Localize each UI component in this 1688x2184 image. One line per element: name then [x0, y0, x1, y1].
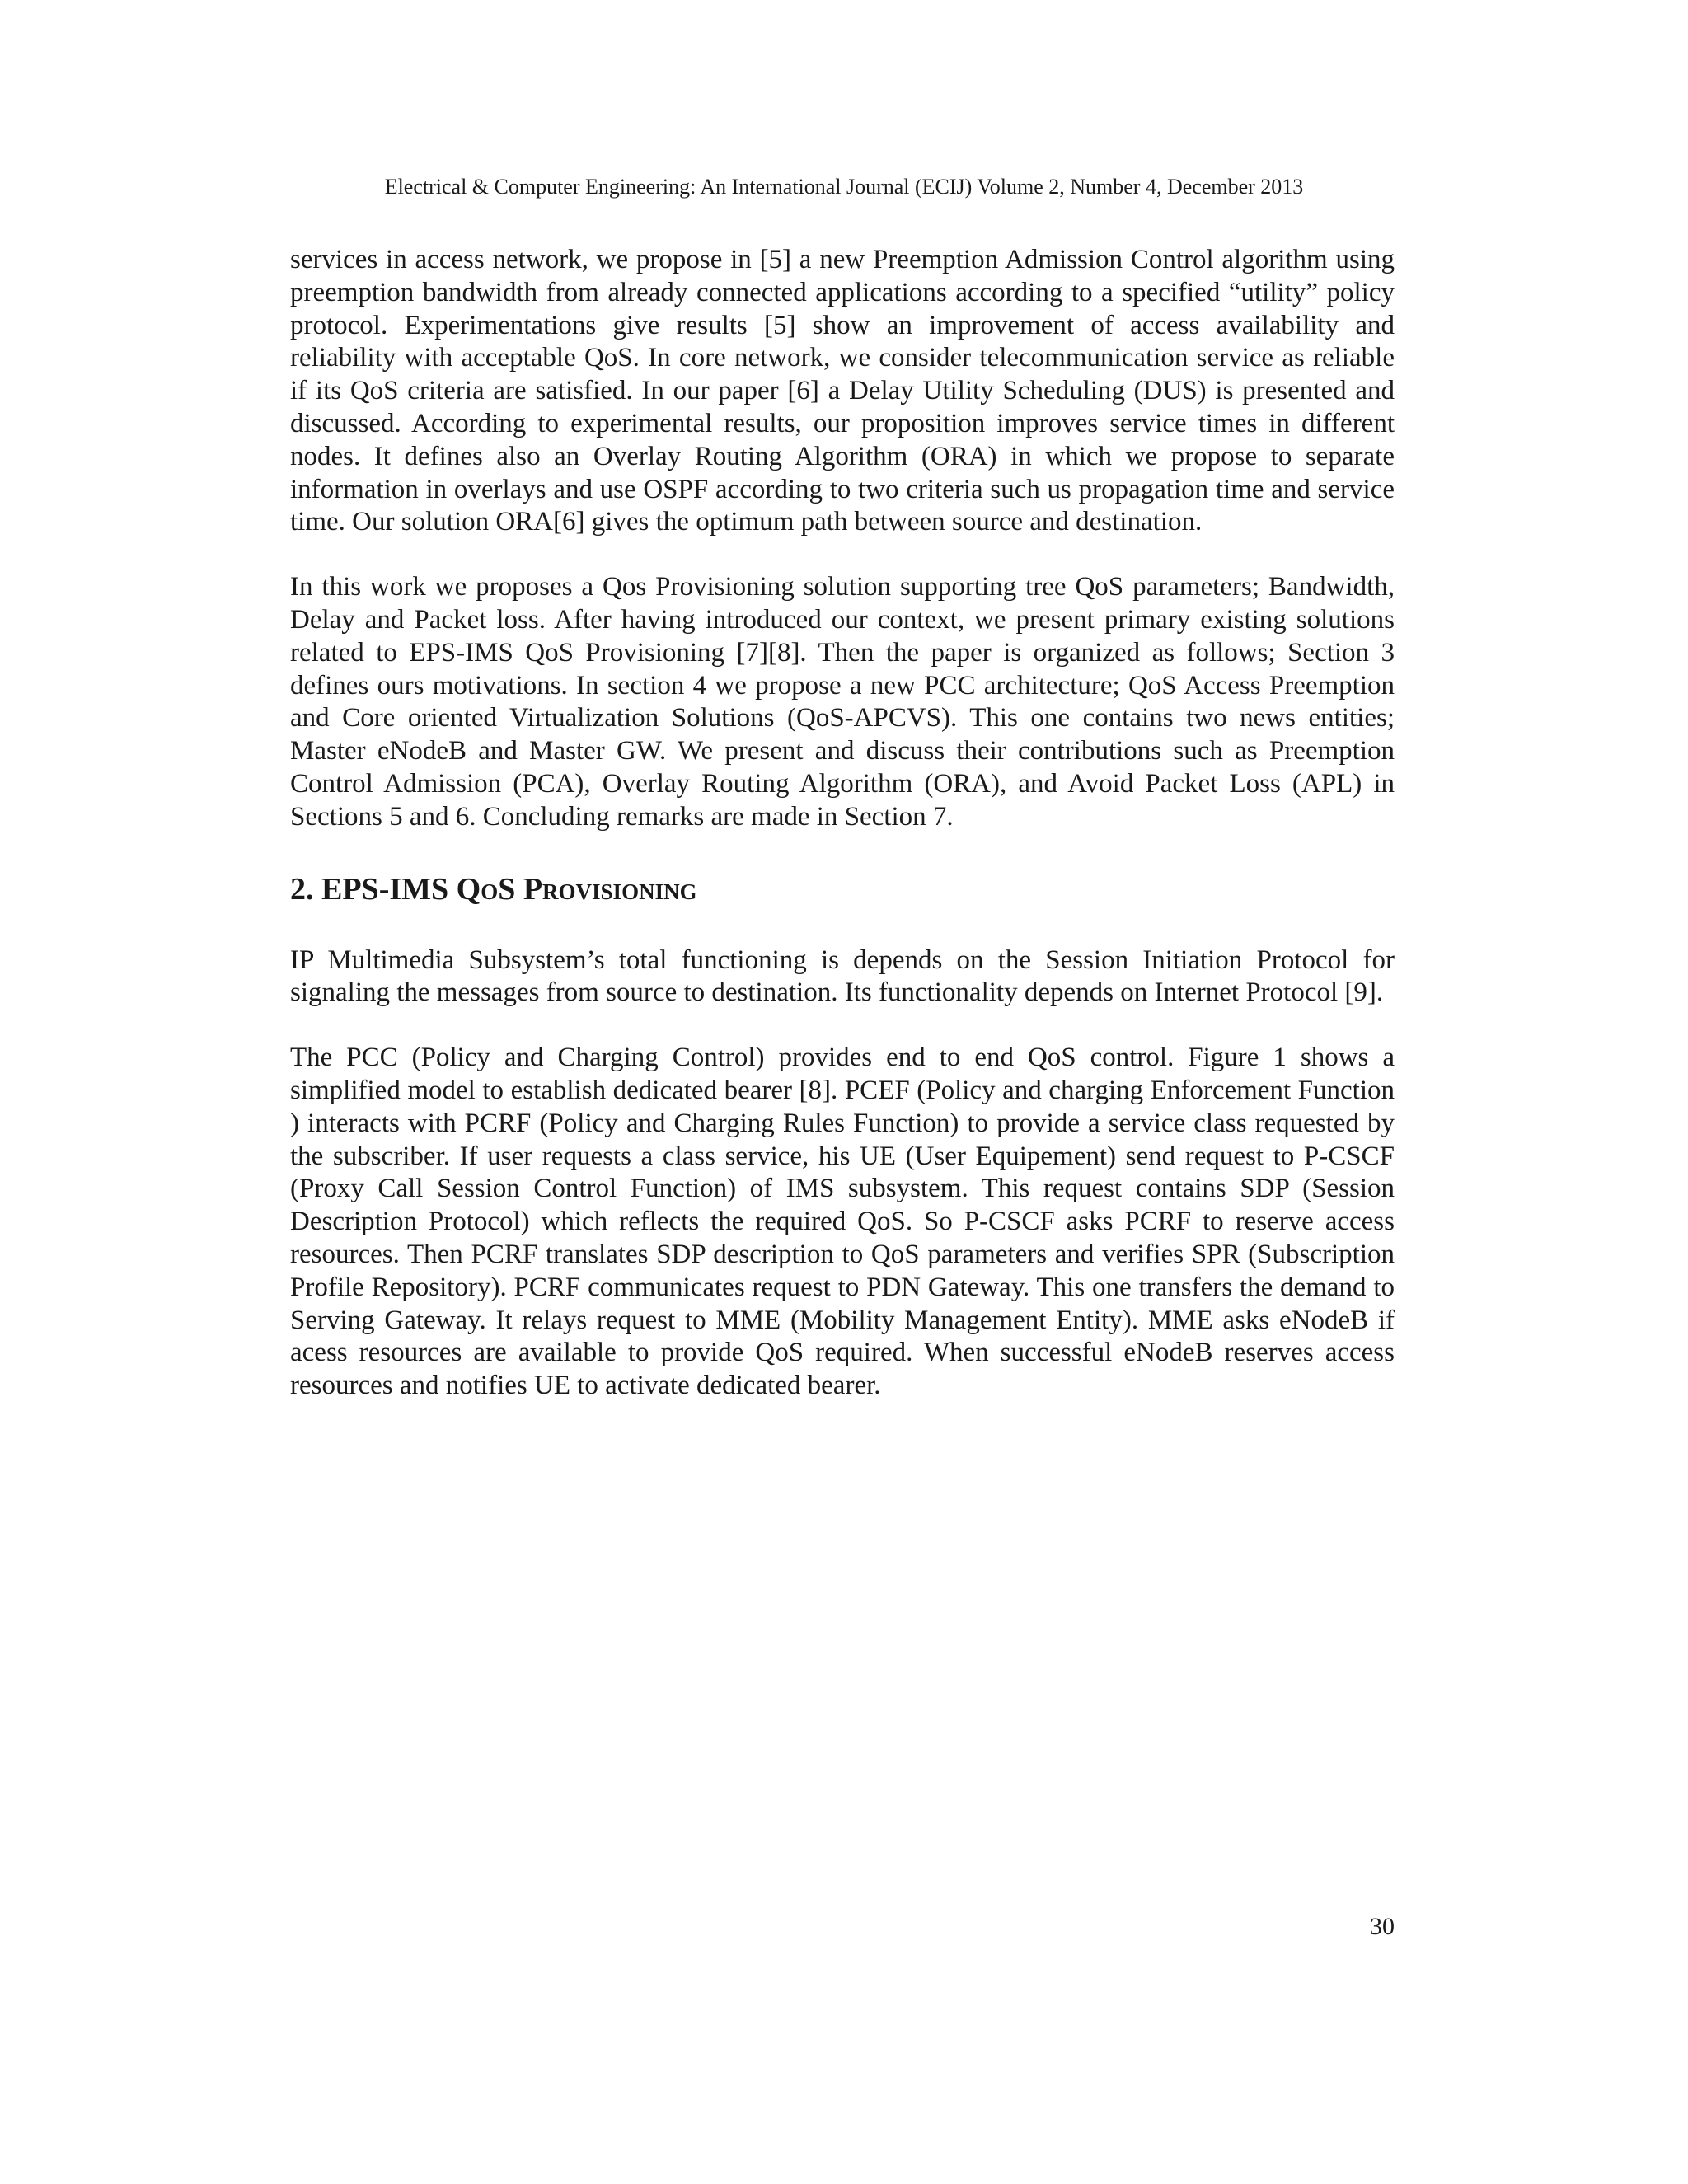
page-body [290, 244, 1395, 1403]
running-header: Electrical & Computer Engineering: An International Journal (ECIJ) Volume 2, Number 4, December 2013 [384, 175, 1304, 199]
page-number: 30 [1370, 1913, 1395, 1940]
paragraph-pcc-policy-charging-control: The PCC (Policy and Charging Control) provides end to end QoS control. Figure 1 shows a simplified model to establish dedicated bearer [8]. PCEF (Policy and charging Enforcement Function ) interacts with PCRF (Policy and Charging Rules Function) to provide a service class requested by the subscriber. If user requests a class service, his UE (User Equipement) send request to P-CSCF (Proxy Call Session Control Function) of IMS subsystem. This request contains SDP (Session Description Protocol) which reflects the required QoS. So P-CSCF asks PCRF to reserve access resources. Then PCRF translates SDP description to QoS parameters and verifies SPR (Subscription Profile Repository). PCRF communicates request to PDN Gateway. This one transfers the demand to Serving Gateway. It relays request to MME (Mobility Management Entity). MME asks eNodeB if acess resources are available to provide QoS required. When successful eNodeB reserves access resources and notifies UE to activate dedicated bearer. [290, 1043, 1395, 1401]
section-heading-eps-ims-qos-provisioning: 2. EPS-IMS QoS Provisioning [290, 871, 697, 907]
paragraph-services-access-network: services in access network, we propose in [5] a new Preemption Admission Control algorithm using preemption bandwidth from already connected applications according to a specified “utility” policy protocol. Experimentations give results [5] show an improvement of access availability and reliability with acceptable QoS. In core network, we consider telecommunication service as reliable if its QoS criteria are satisfied. In our paper [6] a Delay Utility Scheduling (DUS) is presented and discussed. According to experimental results, our proposition improves service times in different nodes. It defines also an Overlay Routing Algorithm (ORA) in which we propose to separate information in overlays and use OSPF according to two criteria such us propagation time and service time. Our solution ORA[6] gives the optimum path between source and destination. [290, 245, 1395, 537]
paragraph-this-work: In this work we proposes a Qos Provisioning solution supporting tree QoS parameters; Bandwidth, Delay and Packet loss. After having introduced our context, we present primary existing solutions related to EPS-IMS QoS Provisioning [7][8]. Then the paper is organized as follows; Section 3 defines ours motivations. In section 4 we propose a new PCC architecture; QoS Access Preemption and Core oriented Virtualization Solutions (QoS-APCVS). This one contains two news entities; Master eNodeB and Master GW. We present and discuss their contributions such as Preemption Control Admission (PCA), Overlay Routing Algorithm (ORA), and Avoid Packet Loss (APL) in Sections 5 and 6. Concluding remarks are made in Section 7. [290, 572, 1395, 832]
paragraph-ip-multimedia-subsystem: IP Multimedia Subsystem’s total functioning is depends on the Session Initiation Protocol for signaling the messages from source to destination. Its functionality depends on Internet Protocol [9]. [290, 944, 1395, 1008]
